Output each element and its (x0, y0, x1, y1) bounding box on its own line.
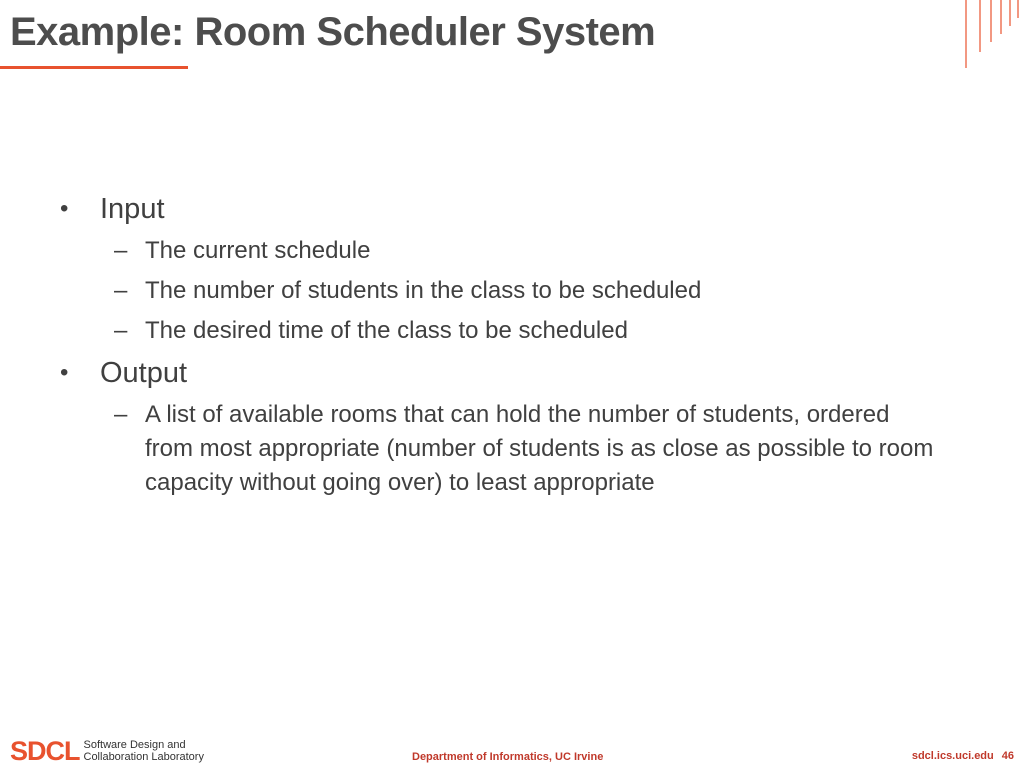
dash-icon: – (114, 317, 128, 344)
slide-content (58, 186, 958, 500)
decorative-lines (960, 0, 1024, 70)
list-item: – The current schedule (58, 234, 958, 268)
dash-icon: – (114, 237, 128, 264)
department-label: Department of Informatics, UC Irvine (412, 751, 604, 763)
title-underline (0, 66, 188, 69)
sdcl-logo (10, 736, 204, 766)
list-item: – The number of students in the class to be scheduled (58, 274, 958, 308)
bullet-label: Input (100, 193, 165, 225)
dash-icon: – (114, 401, 128, 428)
list-item: – The desired time of the class to be scheduled (58, 314, 958, 348)
dash-icon: – (114, 277, 128, 304)
bullet-input (58, 190, 958, 228)
footer-right (912, 750, 1014, 762)
website-label: sdcl.ics.uci.edu (911, 750, 994, 762)
list-item: – A list of available rooms that can hold the number of students, ordered from most appropriate (number of students is as close as possible to room capacity without going over) to least appropriate (58, 398, 935, 500)
bullet-icon: • (60, 359, 69, 386)
output-subitems (58, 398, 958, 500)
bullet-icon: • (60, 195, 69, 222)
input-subitems (58, 234, 958, 348)
lab-name: Software Design and Collaboration Laboratory (83, 739, 204, 763)
bullet-label: Output (100, 357, 188, 389)
page-number: 46 (1001, 750, 1014, 762)
bullet-output (58, 354, 958, 392)
logo-text: SDCL (10, 736, 80, 766)
slide-title: Example: Room Scheduler System (10, 10, 656, 54)
